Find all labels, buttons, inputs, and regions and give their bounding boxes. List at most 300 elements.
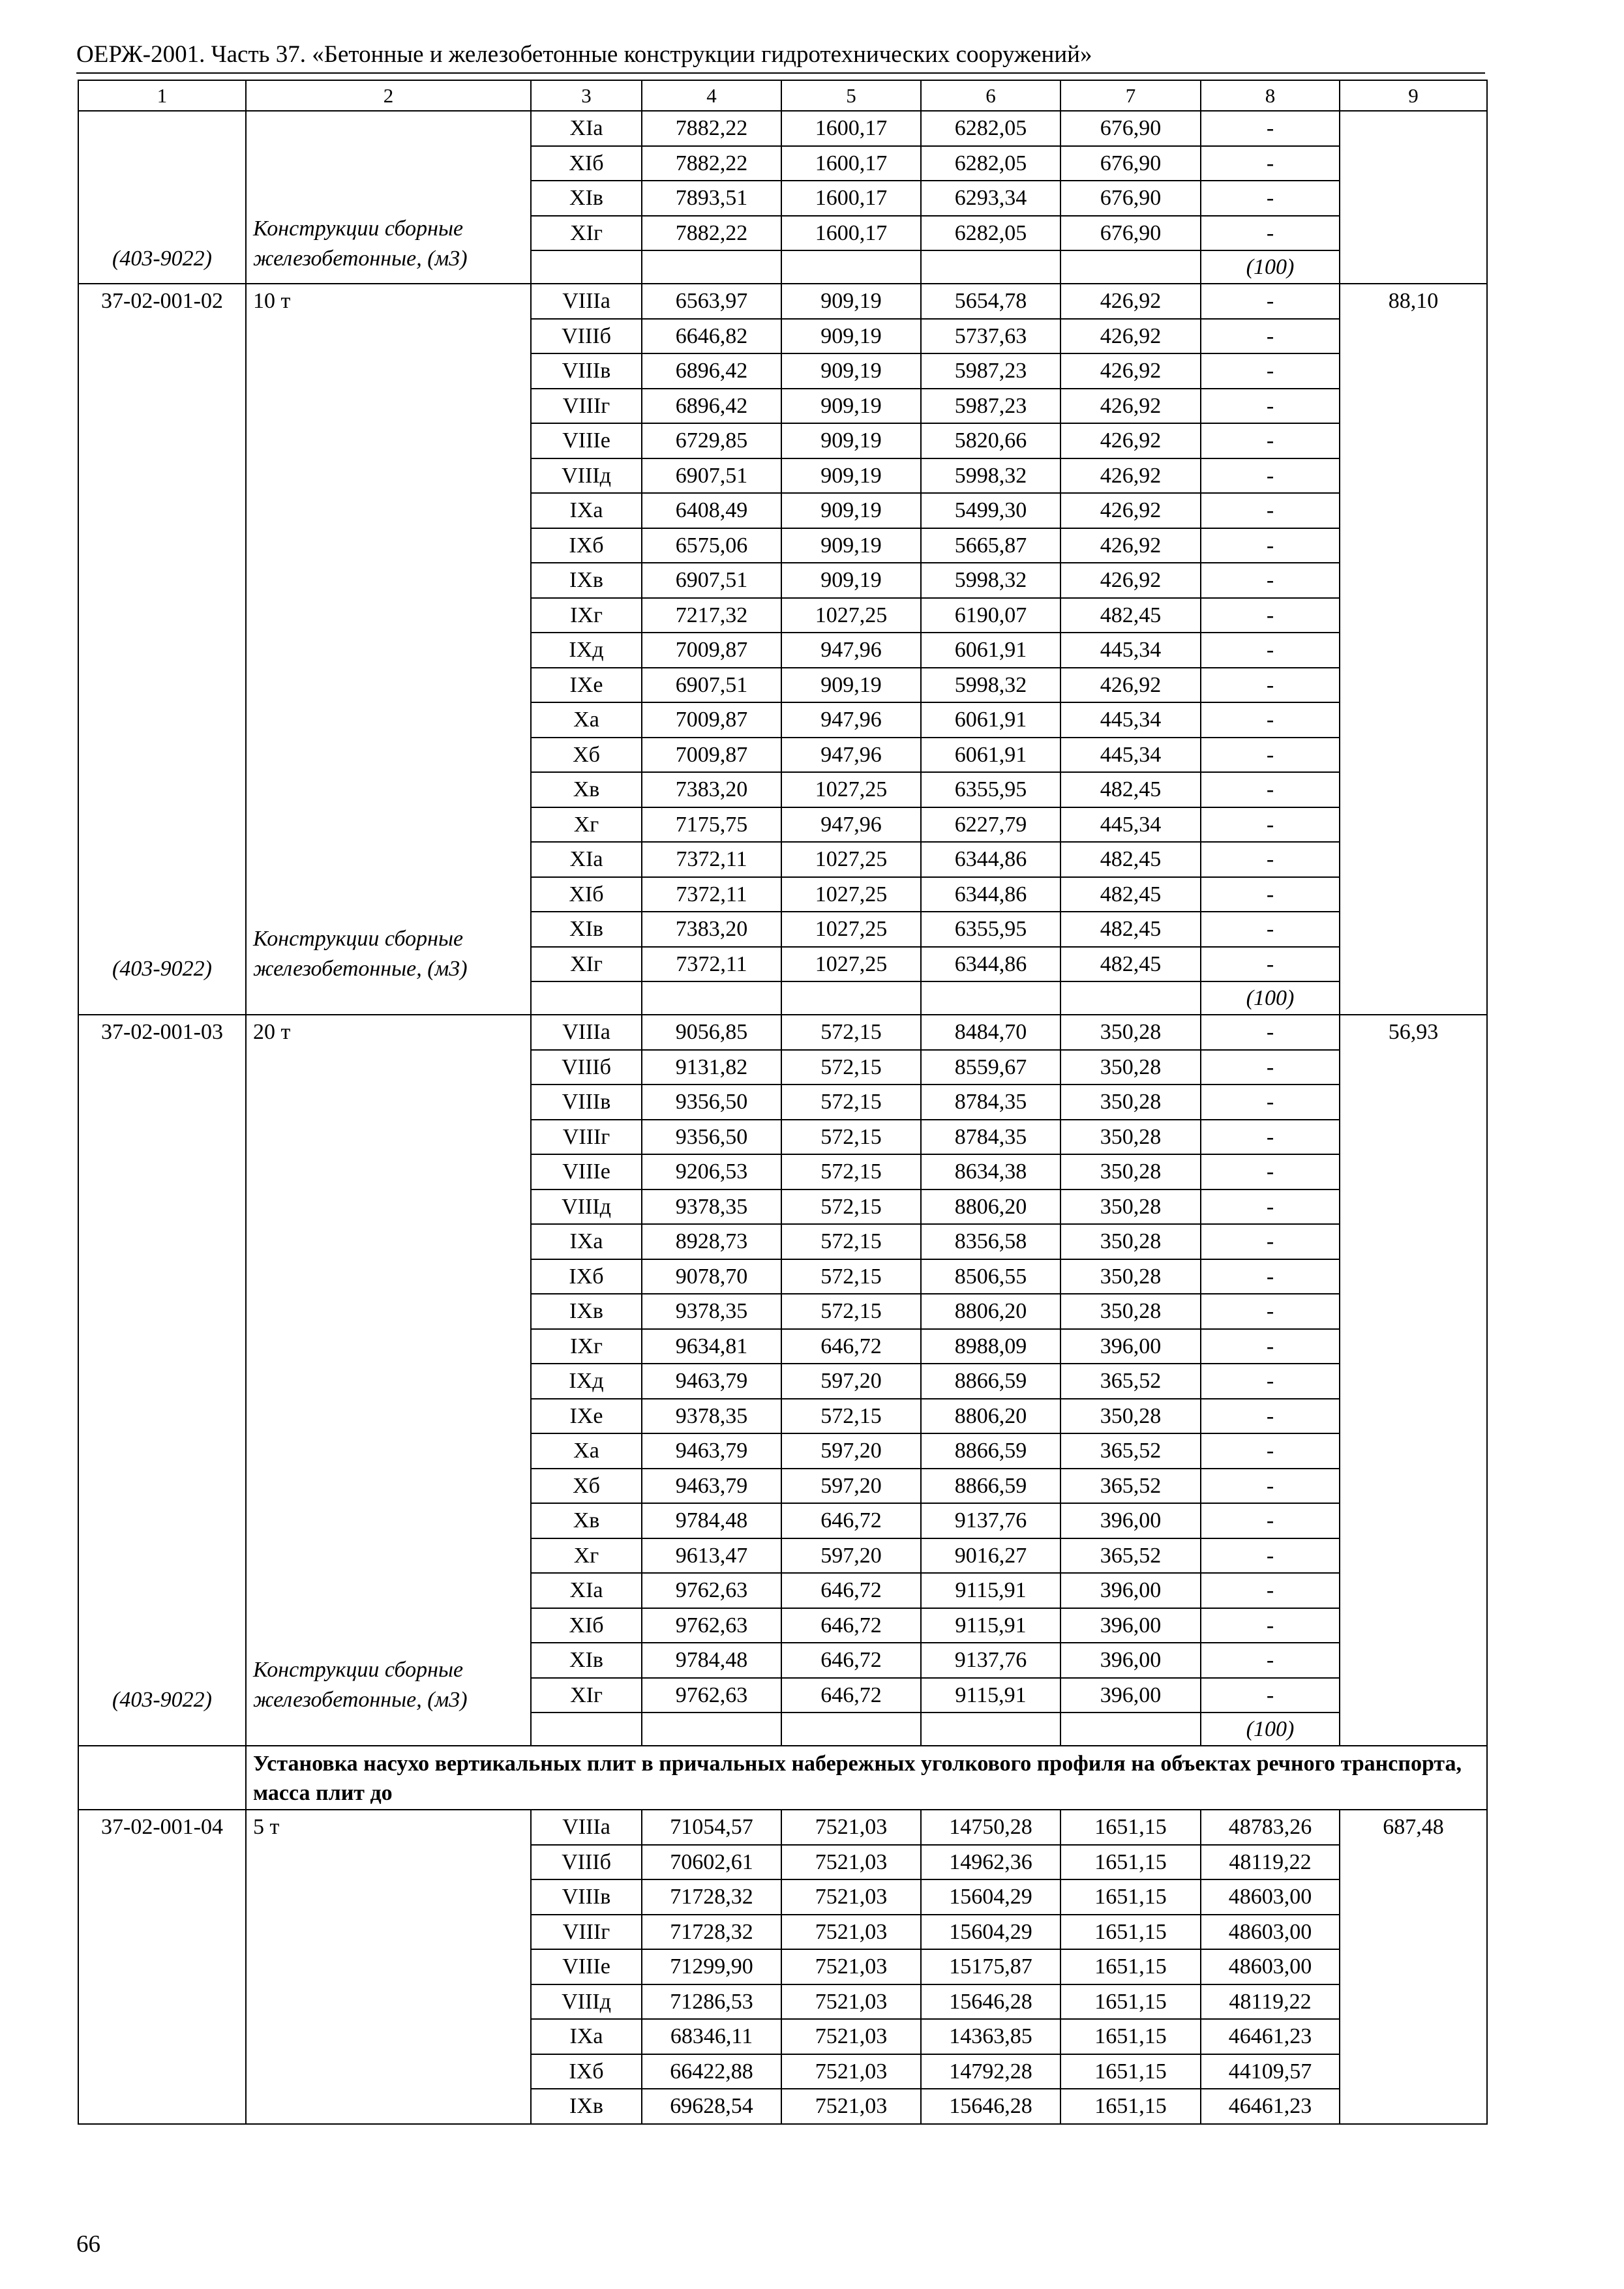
value-cell-col5: 572,15 [781, 1154, 921, 1189]
value-cell-col6: 8806,20 [921, 1189, 1060, 1225]
value-cell-col7: 482,45 [1060, 772, 1201, 807]
value-cell-col7: 1651,15 [1060, 1915, 1201, 1950]
value-cell-col4: 8928,73 [642, 1224, 781, 1259]
value-cell-col6: 8356,58 [921, 1224, 1060, 1259]
value-cell-col7: 676,90 [1060, 216, 1201, 251]
value-cell-col7: 426,92 [1060, 528, 1201, 563]
value-cell-col8: - [1201, 1329, 1340, 1364]
column-number: 5 [781, 80, 921, 111]
value-cell-col5: 7521,03 [781, 1810, 921, 1845]
value-cell-col4: 9613,47 [642, 1538, 781, 1574]
value-cell-col5: 572,15 [781, 1259, 921, 1294]
empty-cell [1060, 981, 1201, 1015]
material-code: (403-9022) [112, 1688, 212, 1712]
value-cell-col6: 14750,28 [921, 1810, 1060, 1845]
value-cell-col5: 947,96 [781, 738, 921, 773]
value-cell-col4: 9378,35 [642, 1399, 781, 1434]
rate-code: 37-02-001-04 [101, 1815, 223, 1839]
value-cell-col8: 48603,00 [1201, 1949, 1340, 1984]
value-cell-col8: - [1201, 1433, 1340, 1469]
value-cell-col6: 8866,59 [921, 1433, 1060, 1469]
value-cell-col6: 8784,35 [921, 1120, 1060, 1155]
value-cell-col8: - [1201, 493, 1340, 528]
value-cell-col6: 8866,59 [921, 1364, 1060, 1399]
value-cell-col5: 909,19 [781, 493, 921, 528]
value-cell-col6: 6282,05 [921, 146, 1060, 181]
value-cell-col8: - [1201, 1643, 1340, 1678]
zone-cell: VIIIг [531, 1915, 642, 1950]
value-cell-col4: 6408,49 [642, 493, 781, 528]
zone-cell: XIа [531, 1573, 642, 1608]
value-cell-col6: 6293,34 [921, 181, 1060, 216]
empty-cell [531, 1713, 642, 1746]
material-code: (403-9022) [112, 957, 212, 981]
value-cell-col7: 426,92 [1060, 319, 1201, 354]
value-cell-col5: 7521,03 [781, 1879, 921, 1915]
value-cell-col5: 1600,17 [781, 111, 921, 146]
value-cell-col8: - [1201, 1189, 1340, 1225]
value-cell-col8: - [1201, 1399, 1340, 1434]
empty-cell [642, 1713, 781, 1746]
material-qty: (100) [1201, 981, 1340, 1015]
value-cell-col8: - [1201, 146, 1340, 181]
value-cell-col8: - [1201, 181, 1340, 216]
value-cell-col6: 5654,78 [921, 284, 1060, 319]
code-cell [78, 284, 246, 1015]
value-cell-col5: 909,19 [781, 528, 921, 563]
value-cell-col4: 9762,63 [642, 1608, 781, 1643]
col9-cell [1340, 1810, 1487, 2124]
value-cell-col4: 9784,48 [642, 1503, 781, 1538]
zone-cell: Xб [531, 738, 642, 773]
value-cell-col8: 48603,00 [1201, 1915, 1340, 1950]
page-number: 66 [76, 2231, 100, 2258]
material-name: Конструкции сборные железобетонные, (м3) [253, 927, 468, 981]
value-cell-col5: 597,20 [781, 1364, 921, 1399]
value-cell-col4: 7009,87 [642, 702, 781, 738]
zone-cell: VIIIб [531, 1050, 642, 1085]
value-cell-col8: - [1201, 1120, 1340, 1155]
value-cell-col4: 71286,53 [642, 1984, 781, 2020]
value-cell-col4: 9056,85 [642, 1015, 781, 1050]
value-cell-col5: 572,15 [781, 1399, 921, 1434]
value-cell-col8: - [1201, 1259, 1340, 1294]
code-wrap [79, 112, 245, 278]
value-cell-col8: - [1201, 1573, 1340, 1608]
empty-cell [642, 981, 781, 1015]
zone-cell: IXд [531, 1364, 642, 1399]
column-number: 4 [642, 80, 781, 111]
value-cell-col7: 1651,15 [1060, 1845, 1201, 1880]
value-cell-col7: 350,28 [1060, 1259, 1201, 1294]
code-cell [78, 1810, 246, 2124]
value-cell-col6: 5987,23 [921, 353, 1060, 389]
value-cell-col7: 1651,15 [1060, 1879, 1201, 1915]
value-cell-col5: 1027,25 [781, 598, 921, 633]
column-numbers-row [78, 80, 1487, 111]
value-cell-col5: 597,20 [781, 1469, 921, 1504]
page-header: ОЕРЖ-2001. Часть 37. «Бетонные и железобетонные конструкции гидротехнических сооружений» [76, 41, 1092, 68]
value-cell-col5: 909,19 [781, 389, 921, 424]
value-cell-col7: 350,28 [1060, 1189, 1201, 1225]
value-cell-col6: 8806,20 [921, 1399, 1060, 1434]
zone-cell: VIIIд [531, 1984, 642, 2020]
empty-cell [642, 250, 781, 284]
value-cell-col7: 676,90 [1060, 111, 1201, 146]
value-cell-col6: 5665,87 [921, 528, 1060, 563]
table-row [78, 111, 1487, 146]
price-table [78, 80, 1488, 2125]
value-cell-col6: 6355,95 [921, 912, 1060, 947]
value-cell-col8: - [1201, 111, 1340, 146]
value-cell-col4: 9206,53 [642, 1154, 781, 1189]
value-cell-col8: 46461,23 [1201, 2089, 1340, 2124]
value-cell-col5: 597,20 [781, 1538, 921, 1574]
value-cell-col6: 6061,91 [921, 738, 1060, 773]
value-cell-col7: 426,92 [1060, 284, 1201, 319]
value-cell-col4: 69628,54 [642, 2089, 781, 2124]
empty-cell [781, 1713, 921, 1746]
value-cell-col6: 9115,91 [921, 1678, 1060, 1713]
value-cell-col6: 5499,30 [921, 493, 1060, 528]
value-cell-col6: 5998,32 [921, 668, 1060, 703]
zone-cell: XIв [531, 912, 642, 947]
zone-cell: Xг [531, 1538, 642, 1574]
zone-cell: XIг [531, 216, 642, 251]
value-cell-col7: 350,28 [1060, 1085, 1201, 1120]
name-wrap [247, 1810, 530, 2113]
value-cell-col6: 14962,36 [921, 1845, 1060, 1880]
value-cell-col5: 597,20 [781, 1433, 921, 1469]
value-cell-col8: 48603,00 [1201, 1879, 1340, 1915]
value-cell-col4: 9784,48 [642, 1643, 781, 1678]
value-cell-col6: 9137,76 [921, 1643, 1060, 1678]
zone-cell: IXа [531, 2019, 642, 2054]
value-cell-col7: 365,52 [1060, 1433, 1201, 1469]
name-cell [246, 284, 531, 1015]
value-cell-col5: 1027,25 [781, 842, 921, 877]
zone-cell: Xв [531, 772, 642, 807]
value-cell-col4: 9762,63 [642, 1678, 781, 1713]
zone-cell: VIIIд [531, 458, 642, 494]
value-cell-col4: 6907,51 [642, 458, 781, 494]
value-cell-col5: 7521,03 [781, 2054, 921, 2089]
value-cell-col4: 7383,20 [642, 772, 781, 807]
value-cell-col7: 676,90 [1060, 146, 1201, 181]
col9-value: 88,10 [1388, 289, 1439, 313]
value-cell-col8: - [1201, 1294, 1340, 1329]
zone-cell: VIIIа [531, 1810, 642, 1845]
empty-cell [1060, 250, 1201, 284]
zone-cell: VIIIе [531, 423, 642, 458]
zone-cell: Xа [531, 1433, 642, 1469]
value-cell-col6: 5998,32 [921, 563, 1060, 598]
value-cell-col4: 68346,11 [642, 2019, 781, 2054]
value-cell-col6: 6190,07 [921, 598, 1060, 633]
value-cell-col4: 7882,22 [642, 216, 781, 251]
value-cell-col5: 1027,25 [781, 877, 921, 912]
empty-cell [531, 250, 642, 284]
section-title: Установка насухо вертикальных плит в причальных набережных уголкового профиля на объектах речного транспорта, масса плит до [246, 1746, 1487, 1810]
value-cell-col5: 1600,17 [781, 181, 921, 216]
zone-cell: XIб [531, 1608, 642, 1643]
zone-cell: VIIIв [531, 1879, 642, 1915]
value-cell-col6: 6282,05 [921, 216, 1060, 251]
value-cell-col5: 909,19 [781, 668, 921, 703]
value-cell-col8: - [1201, 216, 1340, 251]
value-cell-col8: - [1201, 1608, 1340, 1643]
value-cell-col7: 426,92 [1060, 423, 1201, 458]
value-cell-col6: 9115,91 [921, 1573, 1060, 1608]
value-cell-col7: 365,52 [1060, 1469, 1201, 1504]
value-cell-col6: 14363,85 [921, 2019, 1060, 2054]
value-cell-col8: - [1201, 353, 1340, 389]
value-cell-col8: - [1201, 1538, 1340, 1574]
code-cell [78, 111, 246, 284]
value-cell-col5: 646,72 [781, 1329, 921, 1364]
value-cell-col7: 1651,15 [1060, 2089, 1201, 2124]
value-cell-col4: 7175,75 [642, 807, 781, 843]
value-cell-col6: 15604,29 [921, 1915, 1060, 1950]
value-cell-col4: 6896,42 [642, 389, 781, 424]
value-cell-col8: - [1201, 702, 1340, 738]
value-cell-col8: 48119,22 [1201, 1984, 1340, 2020]
value-cell-col5: 572,15 [781, 1085, 921, 1120]
value-cell-col4: 9762,63 [642, 1573, 781, 1608]
value-cell-col7: 1651,15 [1060, 2019, 1201, 2054]
value-cell-col6: 8506,55 [921, 1259, 1060, 1294]
value-cell-col7: 350,28 [1060, 1015, 1201, 1050]
empty-cell [78, 1746, 246, 1810]
zone-cell: IXв [531, 1294, 642, 1329]
zone-cell: IXб [531, 2054, 642, 2089]
value-cell-col6: 6282,05 [921, 111, 1060, 146]
col9-cell [1340, 111, 1487, 284]
value-cell-col7: 445,34 [1060, 633, 1201, 668]
zone-cell: VIIIа [531, 1015, 642, 1050]
value-cell-col5: 572,15 [781, 1224, 921, 1259]
value-cell-col5: 909,19 [781, 458, 921, 494]
value-cell-col5: 572,15 [781, 1294, 921, 1329]
value-cell-col4: 9078,70 [642, 1259, 781, 1294]
empty-cell [781, 981, 921, 1015]
value-cell-col8: - [1201, 458, 1340, 494]
value-cell-col6: 6344,86 [921, 877, 1060, 912]
value-cell-col4: 71728,32 [642, 1915, 781, 1950]
value-cell-col5: 572,15 [781, 1189, 921, 1225]
value-cell-col8: - [1201, 1154, 1340, 1189]
value-cell-col7: 350,28 [1060, 1154, 1201, 1189]
empty-cell [921, 1713, 1060, 1746]
value-cell-col7: 482,45 [1060, 598, 1201, 633]
value-cell-col4: 7372,11 [642, 947, 781, 982]
zone-cell: VIIIв [531, 353, 642, 389]
value-cell-col7: 426,92 [1060, 353, 1201, 389]
code-cell [78, 1015, 246, 1746]
value-cell-col5: 909,19 [781, 423, 921, 458]
value-cell-col6: 8634,38 [921, 1154, 1060, 1189]
value-cell-col4: 7009,87 [642, 738, 781, 773]
value-cell-col4: 7372,11 [642, 877, 781, 912]
name-cell [246, 1810, 531, 2124]
value-cell-col4: 9463,79 [642, 1364, 781, 1399]
value-cell-col5: 572,15 [781, 1050, 921, 1085]
value-cell-col4: 9378,35 [642, 1189, 781, 1225]
column-number: 3 [531, 80, 642, 111]
zone-cell: XIг [531, 1678, 642, 1713]
value-cell-col8: - [1201, 772, 1340, 807]
name-cell [246, 111, 531, 284]
table-row [78, 1015, 1487, 1050]
value-cell-col4: 9463,79 [642, 1433, 781, 1469]
code-wrap [79, 1015, 245, 1719]
col9-cell [1340, 1015, 1487, 1746]
rate-code: 37-02-001-03 [101, 1020, 223, 1044]
column-number: 8 [1201, 80, 1340, 111]
rate-code: 37-02-001-02 [101, 289, 223, 313]
value-cell-col5: 1027,25 [781, 912, 921, 947]
value-cell-col4: 7009,87 [642, 633, 781, 668]
empty-cell [921, 981, 1060, 1015]
value-cell-col7: 426,92 [1060, 563, 1201, 598]
value-cell-col6: 6061,91 [921, 702, 1060, 738]
value-cell-col4: 6646,82 [642, 319, 781, 354]
zone-cell: XIа [531, 111, 642, 146]
name-cell [246, 1015, 531, 1746]
zone-cell: IXа [531, 493, 642, 528]
code-wrap [79, 284, 245, 988]
material-code: (403-9022) [112, 247, 212, 271]
table-body [78, 80, 1487, 2124]
zone-cell: Xб [531, 1469, 642, 1504]
value-cell-col7: 396,00 [1060, 1643, 1201, 1678]
header-rule [76, 72, 1485, 74]
value-cell-col7: 350,28 [1060, 1294, 1201, 1329]
value-cell-col7: 396,00 [1060, 1608, 1201, 1643]
value-cell-col8: 46461,23 [1201, 2019, 1340, 2054]
zone-cell: IXг [531, 598, 642, 633]
value-cell-col8: - [1201, 1503, 1340, 1538]
value-cell-col4: 9356,50 [642, 1120, 781, 1155]
value-cell-col8: - [1201, 563, 1340, 598]
zone-cell: VIIIе [531, 1154, 642, 1189]
value-cell-col7: 426,92 [1060, 493, 1201, 528]
value-cell-col7: 1651,15 [1060, 1810, 1201, 1845]
value-cell-col8: - [1201, 1085, 1340, 1120]
column-number: 1 [78, 80, 246, 111]
value-cell-col6: 8806,20 [921, 1294, 1060, 1329]
value-cell-col6: 5820,66 [921, 423, 1060, 458]
value-cell-col5: 947,96 [781, 702, 921, 738]
value-cell-col7: 445,34 [1060, 702, 1201, 738]
value-cell-col5: 909,19 [781, 319, 921, 354]
value-cell-col5: 947,96 [781, 807, 921, 843]
value-cell-col7: 350,28 [1060, 1224, 1201, 1259]
value-cell-col6: 8988,09 [921, 1329, 1060, 1364]
value-cell-col4: 71728,32 [642, 1879, 781, 1915]
zone-cell: VIIIг [531, 1120, 642, 1155]
value-cell-col6: 14792,28 [921, 2054, 1060, 2089]
col9-cell [1340, 284, 1487, 1015]
value-cell-col4: 71054,57 [642, 1810, 781, 1845]
zone-cell: VIIIб [531, 319, 642, 354]
column-number: 2 [246, 80, 531, 111]
value-cell-col7: 365,52 [1060, 1538, 1201, 1574]
value-cell-col7: 445,34 [1060, 807, 1201, 843]
zone-cell: IXг [531, 1329, 642, 1364]
col9-value: 687,48 [1383, 1815, 1444, 1839]
empty-cell [531, 981, 642, 1015]
value-cell-col7: 350,28 [1060, 1399, 1201, 1434]
zone-cell: XIв [531, 181, 642, 216]
value-cell-col8: - [1201, 633, 1340, 668]
value-cell-col6: 9115,91 [921, 1608, 1060, 1643]
column-number: 7 [1060, 80, 1201, 111]
value-cell-col4: 7372,11 [642, 842, 781, 877]
value-cell-col4: 71299,90 [642, 1949, 781, 1984]
value-cell-col4: 6907,51 [642, 563, 781, 598]
value-cell-col8: - [1201, 423, 1340, 458]
zone-cell: VIIIа [531, 284, 642, 319]
value-cell-col5: 1600,17 [781, 216, 921, 251]
value-cell-col7: 396,00 [1060, 1503, 1201, 1538]
column-number: 9 [1340, 80, 1487, 111]
zone-cell: VIIIг [531, 389, 642, 424]
value-cell-col4: 6575,06 [642, 528, 781, 563]
value-cell-col8: - [1201, 877, 1340, 912]
zone-cell: Xг [531, 807, 642, 843]
value-cell-col4: 7893,51 [642, 181, 781, 216]
value-cell-col6: 15646,28 [921, 2089, 1060, 2124]
material-name: Конструкции сборные железобетонные, (м3) [253, 1658, 468, 1712]
value-cell-col4: 9356,50 [642, 1085, 781, 1120]
value-cell-col7: 482,45 [1060, 842, 1201, 877]
value-cell-col4: 6896,42 [642, 353, 781, 389]
value-cell-col8: - [1201, 668, 1340, 703]
value-cell-col7: 426,92 [1060, 458, 1201, 494]
rate-name: 10 т [253, 289, 291, 313]
zone-cell: Xв [531, 1503, 642, 1538]
value-cell-col8: - [1201, 1224, 1340, 1259]
zone-cell: XIб [531, 877, 642, 912]
table-row [78, 1810, 1487, 1845]
zone-cell: IXе [531, 1399, 642, 1434]
zone-cell: IXд [531, 633, 642, 668]
value-cell-col5: 909,19 [781, 353, 921, 389]
zone-cell: Xа [531, 702, 642, 738]
zone-cell: XIг [531, 947, 642, 982]
value-cell-col7: 1651,15 [1060, 1984, 1201, 2020]
value-cell-col8: 48783,26 [1201, 1810, 1340, 1845]
value-cell-col5: 7521,03 [781, 1845, 921, 1880]
value-cell-col6: 8784,35 [921, 1085, 1060, 1120]
code-wrap [79, 1810, 245, 2113]
value-cell-col7: 482,45 [1060, 947, 1201, 982]
value-cell-col5: 646,72 [781, 1608, 921, 1643]
zone-cell: VIIIв [531, 1085, 642, 1120]
material-qty: (100) [1201, 250, 1340, 284]
value-cell-col7: 350,28 [1060, 1120, 1201, 1155]
value-cell-col5: 1027,25 [781, 772, 921, 807]
name-wrap [247, 284, 530, 988]
value-cell-col8: - [1201, 1050, 1340, 1085]
value-cell-col7: 482,45 [1060, 877, 1201, 912]
zone-cell: XIа [531, 842, 642, 877]
value-cell-col8: - [1201, 319, 1340, 354]
value-cell-col7: 396,00 [1060, 1678, 1201, 1713]
zone-cell: IXв [531, 563, 642, 598]
col9-value: 56,93 [1388, 1020, 1439, 1044]
